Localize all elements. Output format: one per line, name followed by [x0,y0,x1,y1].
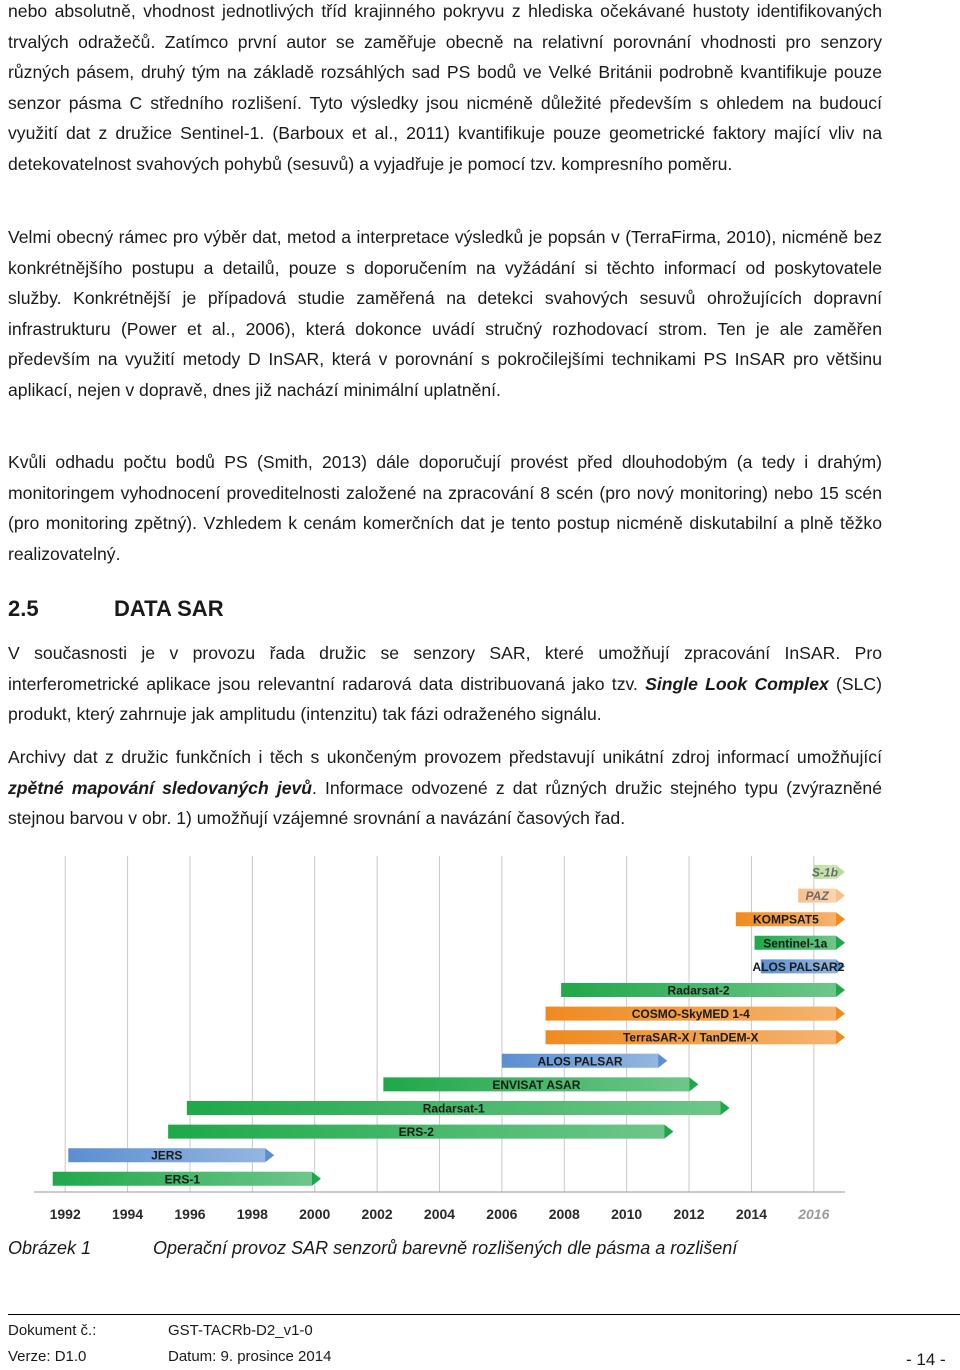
footer-page-number: - 14 - [906,1350,946,1369]
sar-timeline-chart [0,848,960,1228]
footer-date: Datum: 9. prosince 2014 [168,1348,332,1365]
emphasis-term: Single Look Complex [645,673,829,694]
mission-bar [546,1030,845,1045]
mission-bar [383,1077,698,1092]
mission-bar [812,865,845,880]
paragraph-sar-satellites [8,638,882,730]
footer-document-label: Dokument č.: [8,1322,97,1339]
mission-bar [53,1172,321,1187]
paragraph-text: Archivy dat z družic funkčních i těch s ukončeným provozem představují unikátní zdroj informací umožňující [8,747,882,767]
caption-text: Operační provoz SAR senzorů barevně rozlišených dle pásma a rozlišení [153,1238,738,1258]
mission-label: PAZ [805,889,829,904]
mission-bar [502,1054,667,1069]
paragraph-ps-estimate: Kvůli odhadu počtu bodů PS (Smith, 2013) dále doporučují provést před dlouhodobým (a tedy i drahým) monitoringem vyhodnocení proveditelnosti založené na zpracování 8 scén (pro nový monitoring) nebo 15 scén (pro monitoring zpětný). Vzhledem k cenám komerčních dat je tento postup nicméně diskutabilní a plně těžko realizovatelný. [8,452,882,564]
footer-document-id: GST-TACRb-D2_v1-0 [168,1322,313,1339]
chart-bars [53,865,845,1186]
mission-bar [736,912,845,927]
mission-label: COSMO-SkyMED 1-4 [631,1007,750,1022]
mission-label: Radarsat-2 [667,983,730,998]
mission-label: KOMPSAT5 [753,912,819,927]
mission-label: ERS-1 [164,1172,201,1187]
x-tick-label: 1994 [111,1206,144,1222]
mission-label: Radarsat-1 [422,1101,485,1116]
figure-caption [8,1238,737,1259]
mission-bar [68,1148,274,1163]
x-tick-label: 2008 [548,1206,580,1222]
paragraph-framework: Velmi obecný rámec pro výběr dat, metod a interpretace výsledků je popsán v (TerraFirma, 2010), nicméně bez konkrétnějšího postupu a detailů, pouze s doporučením na vyžádání si těchto informací od poskytovatele služby. Konkrétnější je případová studie zaměřená na detekci svahových sesuvů ohrožujících dopravní infrastrukturu (Power et al., 2006), která dokonce uvádí stručný rozhodovací strom. Ten je ale zaměřen především na využití metody D InSAR, která v porovnání s pokročilejšími technikami PS InSAR pro většinu aplikací, nejen v dopravě, dnes již nachází minimální uplatnění. [8,227,882,400]
paragraph-text: (SLC) produkt, který zahrnuje jak amplitudu (intenzitu) tak fázi odraženého signálu. [8,673,882,724]
x-tick-label: 2010 [611,1206,643,1222]
mission-bar [755,936,845,951]
mission-bar [546,1007,845,1022]
mission-bar [561,983,845,998]
x-tick-label: 2014 [735,1206,768,1222]
x-tick-label: 1996 [174,1206,206,1222]
paragraph-archives [8,742,882,834]
mission-label: Sentinel-1a [763,936,828,951]
mission-label: ENVISAT ASAR [492,1077,581,1092]
x-tick-label: 2004 [423,1206,456,1222]
emphasis-term: zpětné mapování sledovaných jevů [8,777,313,798]
footer-version: Verze: D1.0 [8,1348,87,1365]
section-heading [8,596,224,622]
x-tick-label: 2000 [299,1206,331,1222]
mission-bar [752,959,845,974]
mission-label: JERS [151,1148,183,1163]
mission-label: TerraSAR-X / TanDEM-X [622,1030,759,1045]
x-tick-label: 2006 [486,1206,518,1222]
footer-divider [8,1314,960,1315]
x-tick-label: 2002 [361,1206,393,1222]
paragraph-text: V současnosti je v provozu řada družic se senzory SAR, které umožňují zpracování InSAR. Pro interferometrické aplikace jsou relevantní radarová data distribuovaná jako tzv. [8,643,882,694]
section-title: DATA SAR [114,596,224,621]
paragraph-landcover: nebo absolutně, vhodnost jednotlivých tříd krajinného pokryvu z hlediska očekávané hustoty identifikovaných trvalých odražečů. Zatímco první autor se zaměřuje obecně na relativní porovnání vhodnosti pro senzory různých pásem, druhý tým na základě rozsáhlých sad PS bodů ve Velké Británii podrobně kvantifikuje pouze senzor pásma C středního rozlišení. Tyto výsledky jsou nicméně důležité především s ohledem na budoucí využití dat z družice Sentinel-1. (Barboux et al., 2011) kvantifikuje pouze geometrické faktory mající vliv na detekovatelnost svahových pohybů (sesuvů) a vyjadřuje je pomocí tzv. kompresního poměru. [8,1,882,174]
mission-label: ALOS PALSAR2 [752,959,845,974]
x-tick-label: 1998 [236,1206,268,1222]
section-number: 2.5 [8,596,39,621]
x-tick-label: 2012 [673,1206,705,1222]
x-tick-label: 2016 [798,1206,830,1222]
mission-bar [187,1101,730,1116]
mission-label: ALOS PALSAR [537,1054,623,1069]
mission-label: ERS-2 [398,1125,434,1140]
mission-bar [168,1125,673,1140]
chart-grid [65,856,814,1192]
chart-axis [34,1192,845,1222]
paragraph-text: . Informace odvozené z dat různých družic stejného typu (zvýrazněné stejnou barvou v obr. 1) umožňují vzájemné srovnání a navázání časových řad. [8,777,882,828]
mission-bar [798,889,845,904]
x-tick-label: 1992 [49,1206,81,1222]
caption-label: Obrázek 1 [8,1238,92,1258]
mission-label: S-1b [811,865,838,880]
